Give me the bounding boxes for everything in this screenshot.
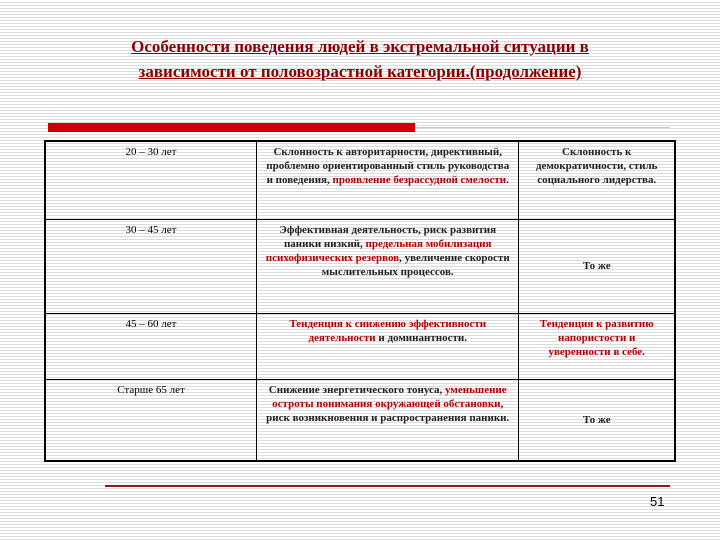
cell-text: Склонность к демократичности, стиль социального лидерства. (535, 146, 658, 186)
cell-text: и доминантности. (375, 331, 467, 344)
comparison-cell (519, 219, 675, 313)
slide-title (60, 34, 660, 84)
highlighted-text: Тенденция к развитию напористости и уверенности в себе. (539, 317, 654, 358)
highlighted-text: предельная мобилизация психофизических резервов (265, 237, 492, 264)
cell-text: , увеличение скорости мыслительных процессов. (321, 251, 510, 278)
age-cell: 20 – 30 лет (45, 141, 257, 219)
cell-text: То же (582, 260, 611, 272)
comparison-cell (519, 313, 675, 379)
cell-text: Эффективная деятельность, риск развития паники низкий, (279, 223, 497, 250)
cell-text: То же (582, 413, 611, 426)
highlighted-text: уменьшение остроты понимания окружающей обстановки (272, 383, 507, 410)
table-row (45, 313, 675, 379)
decorative-line (415, 127, 670, 128)
table-row (45, 379, 675, 461)
comparison-cell (519, 141, 675, 219)
footer-divider (105, 485, 670, 487)
table-row (45, 141, 675, 219)
behavior-table (44, 140, 676, 462)
cell-text: . (506, 174, 509, 186)
behavior-cell (257, 313, 519, 379)
behavior-cell (257, 219, 519, 313)
age-cell: 45 – 60 лет (45, 313, 257, 379)
comparison-cell (519, 379, 675, 461)
table-row (45, 219, 675, 313)
cell-text: Снижение энергетического тонуса, (268, 383, 446, 396)
decorative-red-bar (48, 123, 415, 132)
title-line-1: Особенности поведения людей в экстремальной ситуации в (131, 37, 589, 56)
age-cell: Старше 65 лет (45, 379, 257, 461)
title-line-2: зависимости от половозрастной категории.(продолжение) (138, 62, 582, 81)
cell-text: , риск возникновения и распространения паники. (266, 397, 510, 424)
highlighted-text: Тенденция к снижению эффективности деятельности (289, 317, 487, 344)
page-number: 51 (650, 494, 665, 509)
behavior-cell (257, 379, 519, 461)
highlighted-text: проявление безрассудной смелости (332, 174, 507, 186)
age-cell: 30 – 45 лет (45, 219, 257, 313)
cell-text: Склонность к авторитарности, директивный, проблемно ориентированный стиль руководства и поведения, (266, 146, 510, 186)
behavior-cell (257, 141, 519, 219)
